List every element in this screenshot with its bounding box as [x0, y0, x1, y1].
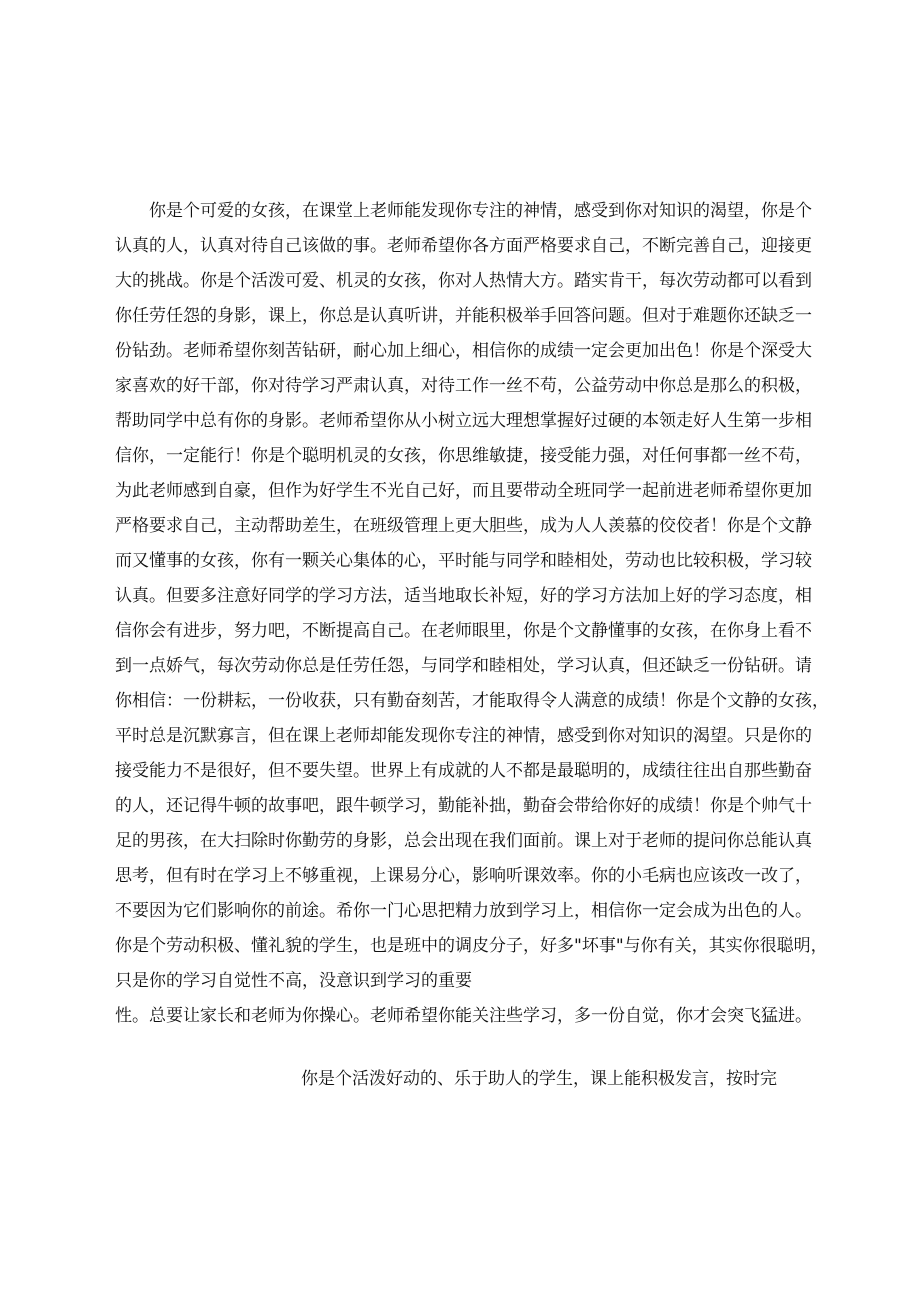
text-line: 你相信：一份耕耘，一份收获，只有勤奋刻苦，才能取得令人满意的成绩！你是个文静的女孩，: [115, 691, 829, 711]
text-line: 份钻劲。老师希望你刻苦钻研，耐心加上细心，相信你的成绩一定会更加出色！你是个深受大: [115, 341, 812, 361]
text-line: 思考，但有时在学习上不够重视，上课易分心，影响听课效率。你的小毛病也应该改一改了，: [115, 866, 812, 886]
text-line: 不要因为它们影响你的前途。希你一门心思把精力放到学习上，相信你一定会成为出色的人。: [115, 901, 812, 921]
text-line: 帮助同学中总有你的身影。老师希望你从小树立远大理想掌握好过硬的本领走好人生第一步相: [115, 411, 812, 431]
text-line: 大的挑战。你是个活泼可爱、机灵的女孩，你对人热情大方。踏实肯干，每次劳动都可以看到: [115, 271, 812, 291]
text-line: 严格要求自己，主动帮助差生，在班级管理上更大胆些，成为人人羡慕的佼佼者！你是个文静: [115, 516, 812, 536]
text-line: 信你，一定能行！你是个聪明机灵的女孩，你思维敏捷，接受能力强，对任何事都一丝不苟，: [115, 446, 812, 466]
text-line: 为此老师感到自豪，但作为好学生不光自己好，而且要带动全班同学一起前进老师希望你更加: [115, 481, 812, 501]
text-line: 到一点娇气，每次劳动你总是任劳任怨，与同学和睦相处，学习认真，但还缺乏一份钻研。请: [115, 656, 812, 676]
text-line: 认真的人，认真对待自己该做的事。老师希望你各方面严格要求自己，不断完善自己，迎接更: [115, 236, 812, 256]
text-line: 信你会有进步，努力吧，不断提高自己。在老师眼里，你是个文静懂事的女孩，在你身上看不: [115, 621, 812, 641]
text-line: 接受能力不是很好，但不要失望。世界上有成就的人不都是最聪明的，成绩往往出自那些勤奋: [115, 761, 812, 781]
text-line: 平时总是沉默寡言，但在课上老师却能发现你专注的神情，感受到你对知识的渴望。只是你的: [115, 726, 812, 746]
text-line: 你任劳任怨的身影，课上，你总是认真听讲，并能积极举手回答问题。但对于难题你还缺乏一: [115, 306, 812, 326]
text-line: 而又懂事的女孩，你有一颗关心集体的心，平时能与同学和睦相处，劳动也比较积极，学习较: [115, 551, 812, 571]
text-line: 你是个劳动积极、懂礼貌的学生，也是班中的调皮分子，好多"坏事"与你有关，其实你很聪明，: [115, 936, 828, 956]
text-line: 你是个活泼好动的、乐于助人的学生，课上能积极发言，按时完: [301, 1069, 777, 1089]
text-line: 家喜欢的好干部，你对待学习严肃认真，对待工作一丝不苟，公益劳动中你总是那么的积极，: [115, 376, 812, 396]
text-line: 只是你的学习自觉性不高，没意识到学习的重要: [115, 971, 472, 991]
text-line: 性。总要让家长和老师为你操心。老师希望你能关注些学习，多一份自觉，你才会突飞猛进。: [115, 1006, 812, 1026]
text-line: 认真。但要多注意好同学的学习方法，适当地取长补短，好的学习方法加上好的学习态度，相: [115, 586, 812, 606]
text-line: 足的男孩，在大扫除时你勤劳的身影，总会出现在我们面前。课上对于老师的提问你总能认真: [115, 831, 812, 851]
text-line: 你是个可爱的女孩，在课堂上老师能发现你专注的神情，感受到你对知识的渴望，你是个: [149, 201, 812, 221]
text-line: 的人，还记得牛顿的故事吧，跟牛顿学习，勤能补拙，勤奋会带给你好的成绩！你是个帅气十: [115, 796, 812, 816]
